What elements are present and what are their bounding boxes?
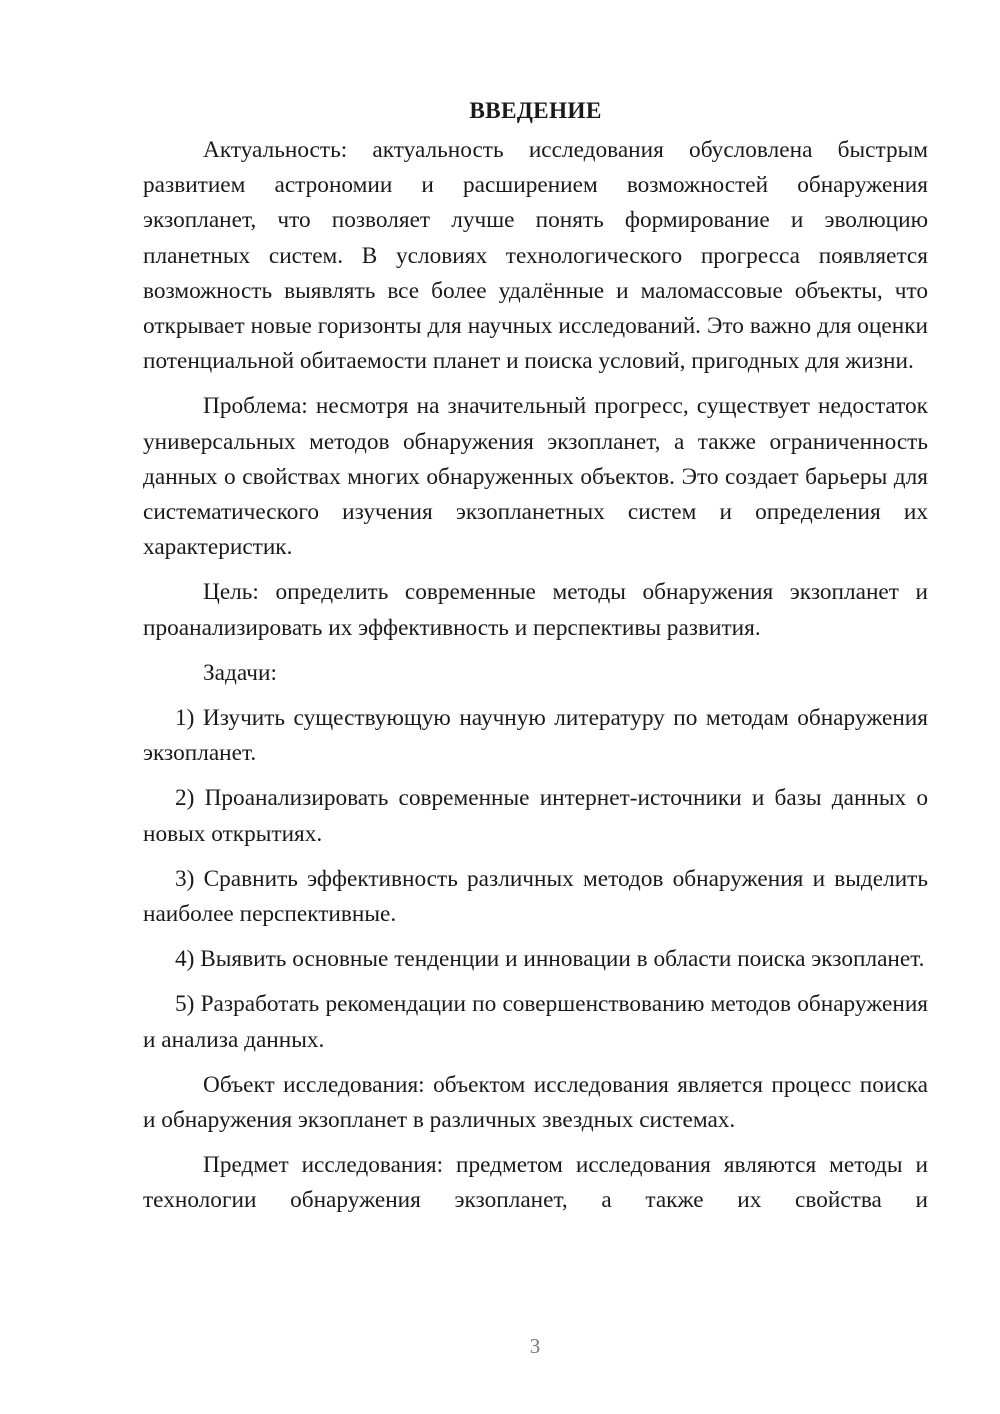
section-title: ВВЕДЕНИЕ: [469, 98, 602, 124]
task-item: 2) Проанализировать современные интернет-источники и базы данных о новых открытиях.: [143, 785, 928, 847]
page-number: 3: [529, 1334, 541, 1358]
goal-paragraph: Цель: определить современные методы обнаружения экзопланет и проанализировать их эффективность и перспективы развития.: [143, 579, 928, 641]
page-content: [143, 95, 928, 1229]
task-item: 4) Выявить основные тенденции и инновации в области поиска экзопланет.: [175, 946, 925, 973]
task-item: 1) Изучить существующую научную литературу по методам обнаружения экзопланет.: [143, 705, 928, 767]
object-paragraph: Объект исследования: объектом исследования является процесс поиска и обнаружения экзопланет в различных звездных системах.: [143, 1071, 928, 1134]
tasks-list: [143, 701, 928, 1058]
task-item: 5) Разработать рекомендации по совершенствованию методов обнаружения и анализа данных.: [143, 991, 928, 1053]
subject-paragraph: Предмет исследования: предметом исследования являются методы и технологии обнаружения экзопланет, а также их свойства и: [143, 1152, 928, 1214]
tasks-heading: Задачи:: [203, 659, 277, 686]
task-item: 3) Сравнить эффективность различных методов обнаружения и выделить наиболее перспективные.: [143, 865, 928, 928]
relevance-paragraph: Актуальность: актуальность исследования обусловлена быстрым развитием астрономии и расширением возможностей обнаружения экзопланет, что позволяет лучше понять формирование и эволюцию планетных систем. В условиях технологического прогресса появляется возможность выявлять все более удалённые и маломассовые объекты, что открывает новые горизонты для научных исследований. Это важно для оценки потенциальной обитаемости планет и поиска условий, пригодных для жизни.: [143, 137, 928, 375]
problem-paragraph: Проблема: несмотря на значительный прогресс, существует недостаток универсальных методов обнаружения экзопланет, а также ограниченность данных о свойствах многих обнаруженных объектов. Это создает барьеры для систематического изучения экзопланетных систем и определения их характеристик.: [143, 393, 928, 561]
